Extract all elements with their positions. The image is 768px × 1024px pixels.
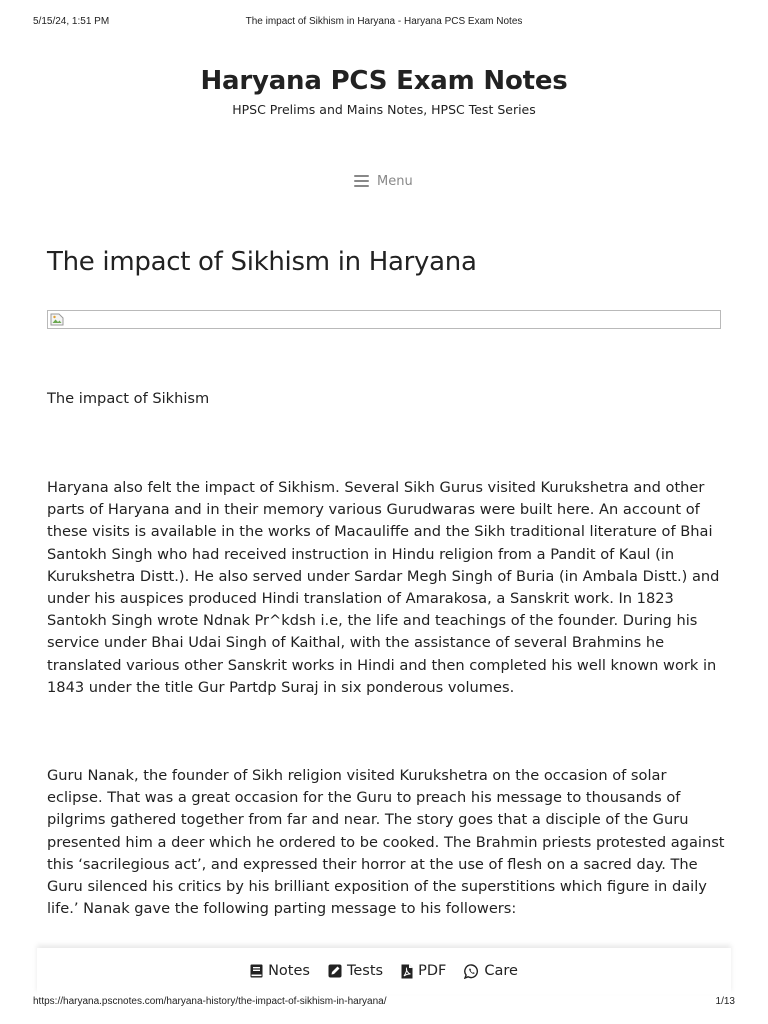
book-icon — [250, 964, 263, 978]
menu-toggle-button[interactable] — [354, 172, 413, 190]
article-subheading: The impact of Sikhism — [47, 390, 210, 407]
print-url: https://haryana.pscnotes.com/haryana-history/the-impact-of-sikhism-in-haryana/ — [33, 996, 387, 1007]
footer-care-button[interactable] — [464, 963, 518, 979]
site-description: HPSC Prelims and Mains Notes, HPSC Test Series — [232, 102, 536, 117]
print-document-title: The impact of Sikhism in Haryana - Haryana PCS Exam Notes — [245, 16, 523, 27]
article-paragraph: Guru Nanak, the founder of Sikh religion visited Kurukshetra on the occasion of solar eclipse. That was a great occasion for the Guru to preach his message to thousands of pilgrims gathered together from far and near. The story goes that a disciple of the Guru presented him a deer which he ordered to be cooked. The Brahmin priests protested against this ‘sacrilegious act’, and expressed their horror at the use of flesh on a sacred day. The Guru silenced his critics by his brilliant exposition of the superstitions which figure in daily life.’ Nanak gave the following parting message to his followers: — [47, 767, 725, 918]
footer-notes-label: Notes — [268, 963, 310, 979]
footer-tests-label: Tests — [346, 963, 384, 979]
edit-icon — [328, 964, 342, 978]
whatsapp-icon — [464, 964, 479, 979]
site-title[interactable]: Haryana PCS Exam Notes — [200, 66, 568, 96]
article-title: The impact of Sikhism in Haryana — [47, 247, 477, 277]
print-page-number: 1/13 — [715, 996, 735, 1007]
footer-pdf-button[interactable] — [401, 963, 446, 979]
menu-label: Menu — [377, 173, 413, 189]
sticky-footer-nav — [37, 948, 731, 994]
footer-tests-button[interactable] — [328, 963, 383, 979]
print-datetime: 5/15/24, 1:51 PM — [33, 16, 110, 27]
footer-pdf-label: PDF — [418, 963, 447, 979]
print-header — [0, 16, 768, 30]
print-footer — [0, 996, 768, 1010]
article-paragraph: Haryana also felt the impact of Sikhism. Several Sikh Gurus visited Kurukshetra and other parts of Haryana and in their memory various Gurudwaras were built here. An account of these visits is available in the works of Macauliffe and the Sikh traditional literature of Bhai Santokh Singh who had received instruction in Hindu religion from a Pandit of Kaul (in Kurukshetra Distt.). He also served under Sardar Megh Singh of Buria (in Ambala Distt.) and under his auspices produced Hindi translation of Amarakosa, a Sanskrit work. In 1823 Santokh Singh wrote Ndnak Pr^kdsh i.e, the life and teachings of the founder. During his service under Bhai Udai Singh of Kaithal, with the assistance of several Brahmins he translated various other Sanskrit works in Hindi and then completed his well known work in 1843 under the title Gur Partdp Suraj in six ponderous volumes. — [47, 479, 720, 696]
featured-image — [47, 310, 721, 329]
pdf-file-icon — [401, 964, 413, 979]
hamburger-icon — [354, 175, 369, 187]
footer-notes-button[interactable] — [250, 963, 310, 979]
broken-image-icon — [50, 313, 64, 326]
footer-care-label: Care — [484, 963, 518, 979]
